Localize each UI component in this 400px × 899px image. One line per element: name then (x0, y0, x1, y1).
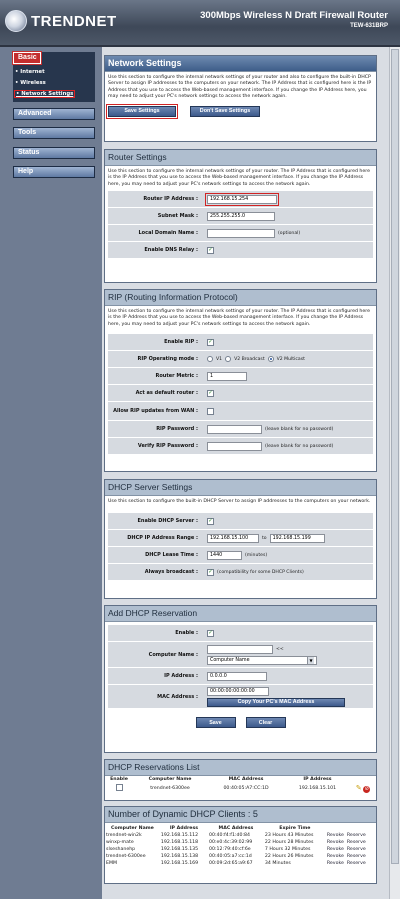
default-router-checkbox[interactable]: ✓ (208, 389, 213, 396)
reservation-row-mac: 00:40:05:A7:CC:1D (223, 786, 269, 791)
nav-network-settings[interactable]: • Network Settings (16, 91, 74, 97)
client-ip: 192.168.15.135 (160, 847, 199, 852)
verify-rip-password-hint: (leave blank for no password) (265, 443, 334, 449)
nav-basic[interactable]: Basic (13, 52, 41, 64)
rip-v2-broadcast-radio[interactable] (225, 356, 231, 362)
network-actions (105, 104, 376, 119)
network-description: Use this section to configure the internal network settings of your router and also to configure the built-in DHCP Server to assign IP addresses to the computers on your network. The IP Address that is configured here is the IP Address that you use to access the Web-based management interface. If you change the IP Address here, you may need to adjust your PC's network settings to access the network again. (108, 75, 372, 100)
dns-relay-row (108, 242, 373, 259)
reservation-clear-button[interactable]: Clear (246, 717, 286, 728)
table-row (105, 839, 376, 846)
nav-wireless[interactable]: • Wireless (15, 80, 46, 86)
rip-v2-broadcast-label: V2 Broadcast (234, 356, 265, 362)
rip-mode-row (108, 351, 373, 368)
router-ip-row (108, 191, 373, 208)
client-expire: 7 Hours 32 Minutes (264, 847, 311, 852)
dont-save-settings-button[interactable]: Don't Save Settings (190, 106, 260, 117)
dhcp-range-end-input[interactable]: 192.168.15.199 (270, 534, 325, 543)
computer-name-label: Computer Name : (148, 651, 198, 658)
col-enable: Enable (110, 777, 128, 782)
local-domain-label: Local Domain Name : (138, 230, 198, 237)
client-mac: 00:e0:4c:39:02:99 (209, 840, 253, 845)
col-actions (350, 776, 376, 783)
col-mac-address: MAC Address (228, 777, 264, 782)
rip-password-input[interactable] (207, 425, 262, 434)
router-settings-title: Router Settings (105, 150, 376, 166)
rip-v2-multicast-radio[interactable] (268, 356, 274, 362)
client-actions (326, 839, 376, 846)
col-client-ip: IP Address (169, 826, 199, 831)
dynamic-clients-title: Number of Dynamic DHCP Clients : 5 (105, 807, 376, 823)
client-name: trendnet-6300ee (106, 854, 146, 859)
trendnet-logo-icon (5, 10, 27, 32)
router-metric-input[interactable]: 1 (207, 372, 247, 381)
dns-relay-checkbox[interactable]: ✓ (208, 246, 213, 253)
product-model: TEW-631BRP (350, 23, 388, 29)
brand-logo (5, 10, 117, 32)
router-settings-card (104, 149, 377, 283)
nav-wireless-label: Wireless (20, 80, 46, 86)
table-row (105, 860, 376, 867)
always-broadcast-label: Always broadcast : (144, 569, 198, 576)
nav-status[interactable]: Status (13, 147, 95, 159)
clients-table (105, 825, 376, 867)
reserve-link[interactable]: Reserve (346, 840, 366, 845)
computer-name-select-value: Computer Name (210, 657, 250, 663)
reserve-link[interactable]: Reserve (346, 854, 366, 859)
brand-name: TRENDNET (31, 12, 117, 30)
always-broadcast-checkbox[interactable]: ✓ (208, 568, 213, 575)
delete-icon[interactable]: ⊘ (364, 786, 369, 792)
client-ip: 192.168.15.118 (160, 840, 199, 845)
dhcp-range-to: to (262, 535, 267, 541)
client-mac: 00:09:2d:65:a9:67 (209, 861, 253, 866)
reservation-enable-checkbox[interactable]: ✓ (208, 629, 213, 636)
rip-title: RIP (Routing Information Protocol) (105, 290, 376, 306)
client-actions (326, 846, 376, 853)
nav-internet[interactable]: • Internet (15, 69, 45, 75)
router-ip-input[interactable]: 192.168.15.254 (207, 195, 277, 204)
nav-advanced[interactable]: Advanced (13, 108, 95, 120)
add-reservation-card (104, 605, 377, 753)
lease-time-input[interactable]: 1440 (207, 551, 242, 560)
enable-dhcp-checkbox[interactable]: ✓ (208, 517, 213, 524)
header-bar (0, 0, 400, 47)
rip-v1-label: V1 (216, 356, 223, 362)
reservation-mac-input[interactable]: 00:00:00:00:00:00 (207, 687, 269, 696)
client-actions (326, 832, 376, 839)
nav-internet-label: Internet (20, 69, 45, 75)
client-ip: 192.168.15.138 (160, 854, 199, 859)
subnet-mask-input[interactable]: 255.255.255.0 (207, 212, 275, 221)
reservations-table (105, 776, 376, 794)
router-description: Use this section to configure the internal network settings of your router. The IP Address that is configured here is the IP Address that you use to access the Web-based management interface. If you change the IP Address here, you may need to adjust your PC's network settings to access the network again. (108, 169, 370, 187)
dhcp-range-start-input[interactable]: 192.168.15.100 (207, 534, 259, 543)
table-row (105, 832, 376, 839)
copy-mac-button[interactable]: Copy Your PC's MAC Address (207, 698, 345, 707)
col-client-actions (326, 825, 376, 832)
verify-rip-password-row (108, 438, 373, 455)
nav-tools[interactable]: Tools (13, 127, 95, 139)
enable-dhcp-label: Enable DHCP Server : (137, 518, 198, 525)
client-actions (326, 860, 376, 867)
reservation-ip-row (108, 668, 373, 685)
product-info (200, 10, 388, 29)
client-mac: 00:40:05:a7:cc:1d (209, 854, 252, 859)
product-name: 300Mbps Wireless N Draft Firewall Router (200, 10, 388, 21)
router-ip-label: Router IP Address : (143, 196, 198, 203)
router-metric-row (108, 368, 373, 385)
reservation-ip-input[interactable]: 0.0.0.0 (207, 672, 267, 681)
rip-wan-label: Allow RIP updates from WAN : (113, 408, 198, 415)
client-mac: 00:12:79:40:cf:6e (209, 847, 251, 852)
col-ip-address: IP Address (303, 777, 332, 782)
save-settings-button[interactable]: Save Settings (108, 106, 176, 117)
computer-name-input[interactable] (207, 645, 273, 654)
enable-dhcp-row (108, 513, 373, 530)
revoke-link[interactable]: Revoke (326, 847, 344, 852)
client-name: winxp-mate (106, 840, 134, 845)
revoke-link[interactable]: Revoke (326, 854, 344, 859)
client-mac: 00:40:f4:f1:d0:84 (209, 833, 251, 838)
optional-note: (optional) (278, 230, 301, 236)
vertical-scrollbar[interactable] (389, 47, 400, 899)
col-computer-name: Computer Name (148, 777, 192, 782)
subnet-mask-label: Subnet Mask : (157, 213, 198, 220)
default-router-row (108, 385, 373, 402)
client-actions (326, 853, 376, 860)
revoke-link[interactable]: Revoke (326, 861, 344, 866)
rip-password-label: RIP Password : (156, 426, 198, 433)
rip-mode-label: RIP Operating mode : (137, 356, 198, 363)
clients-header-row (105, 825, 376, 832)
reservation-actions (105, 717, 376, 728)
revoke-link[interactable]: Revoke (326, 833, 344, 838)
reservations-list-card (104, 759, 377, 801)
reserve-link[interactable]: Reserve (346, 833, 366, 838)
reservation-ip-label: IP Address : (164, 673, 198, 679)
col-client-mac: MAC Address (218, 826, 254, 831)
network-settings-card (104, 55, 377, 142)
enable-rip-checkbox[interactable]: ✓ (208, 338, 213, 345)
client-expire: 22 Hours 28 Minutes (264, 840, 314, 845)
reservation-mac-label: MAC Address : (157, 693, 198, 700)
subnet-mask-row (108, 208, 373, 225)
rip-password-row (108, 421, 373, 438)
rip-v2-multicast-label: V2 Multicast (276, 356, 305, 362)
reserve-link[interactable]: Reserve (346, 847, 366, 852)
lease-time-label: DHCP Lease Time : (145, 552, 198, 559)
reservation-enable-label: Enable : (175, 630, 198, 636)
dhcp-server-card (104, 479, 377, 599)
scrollbar-thumb[interactable] (391, 49, 399, 864)
table-row (105, 853, 376, 860)
col-client-name: Computer Name (111, 826, 154, 831)
col-client-expire: Expire Time (279, 826, 311, 831)
reservation-row-checkbox[interactable] (116, 784, 123, 791)
clients-table-body (105, 832, 376, 867)
client-name: slseshanehp (106, 847, 136, 852)
client-name: EMM (106, 861, 118, 866)
default-router-label: Act as default router : (135, 390, 198, 397)
dhcp-server-description: Use this section to configure the built-in DHCP Server to assign IP addresses to the computers on your network. (108, 499, 371, 504)
client-expire: 22 Hours 26 Minutes (264, 854, 314, 859)
always-broadcast-row (108, 564, 373, 581)
enable-rip-row (108, 334, 373, 351)
reservation-enable-row (108, 625, 373, 642)
reservation-row-name: trendnet-6300ee (150, 786, 190, 791)
reservations-list-title: DHCP Reservations List (105, 760, 376, 776)
rip-v1-radio[interactable] (207, 356, 213, 362)
nav-network-settings-label: Network Settings (21, 91, 74, 97)
router-metric-label: Router Metric : (155, 373, 198, 380)
computer-name-row (108, 642, 373, 668)
client-expire: 34 Minutes (264, 861, 291, 866)
reservations-header-row (105, 776, 376, 783)
rip-password-hint: (leave blank for no password) (265, 426, 334, 432)
dynamic-clients-card (104, 806, 377, 884)
always-broadcast-hint: (compatibility for some DHCP Clients) (217, 569, 304, 575)
client-expire: 23 Hours 43 Minutes (264, 833, 314, 838)
client-name: trendnet-win2k (106, 833, 142, 838)
rip-wan-checkbox[interactable] (207, 408, 214, 415)
reservation-mac-row (108, 685, 373, 709)
dns-relay-label: Enable DNS Relay : (144, 247, 198, 254)
page-title: Network Settings (105, 56, 376, 72)
chevron-down-icon: ▼ (307, 657, 314, 664)
table-row (105, 846, 376, 853)
verify-rip-password-label: Verify RIP Password : (137, 443, 198, 450)
revoke-link[interactable]: Revoke (326, 840, 344, 845)
reserve-link[interactable]: Reserve (346, 861, 366, 866)
lease-time-unit: (minutes) (245, 552, 268, 558)
copy-name-arrows[interactable]: << (276, 646, 284, 652)
client-ip: 192.168.15.169 (160, 861, 199, 866)
dhcp-server-title: DHCP Server Settings (105, 480, 376, 496)
computer-name-select[interactable] (207, 656, 317, 665)
client-ip: 192.168.15.112 (160, 833, 199, 838)
local-domain-input[interactable] (207, 229, 275, 238)
local-domain-row (108, 225, 373, 242)
verify-rip-password-input[interactable] (207, 442, 262, 451)
dhcp-range-row (108, 530, 373, 547)
rip-description: Use this section to configure the internal network settings of your router. The IP Address that is configured here is the IP Address that you use to access the Web-based management interface. If you change the IP Address here, you may need to adjust your PC's network settings to access the network again. (108, 309, 370, 327)
table-row (105, 783, 376, 794)
rip-card (104, 289, 377, 472)
lease-time-row (108, 547, 373, 564)
dhcp-range-label: DHCP IP Address Range : (127, 535, 198, 542)
enable-rip-label: Enable RIP : (164, 339, 198, 346)
edit-pencil-icon[interactable]: ✎ (355, 784, 362, 792)
nav-help[interactable]: Help (13, 166, 95, 178)
reservation-save-button[interactable]: Save (196, 717, 236, 728)
rip-wan-row (108, 402, 373, 421)
add-reservation-title: Add DHCP Reservation (105, 606, 376, 622)
reservation-row-ip: 192.168.15.101 (298, 786, 337, 791)
